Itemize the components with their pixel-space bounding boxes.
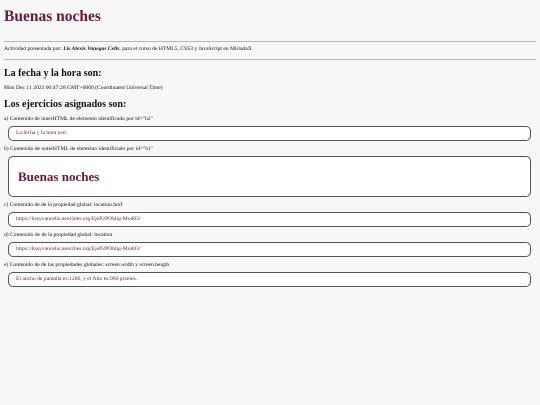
exercise-e-answer-box (8, 272, 531, 287)
exercise-a-answer: La fecha y la hora son: (16, 130, 68, 136)
date-value: Mon Dec 11 2023 00:47:28 GMT+0000 (Coordinated Universal Time) (4, 85, 163, 91)
credit-author: Lis Alexis Vanegas Cells (63, 46, 120, 52)
exercise-a-answer-box (8, 126, 531, 141)
exercise-d-answer: https://lissyvancelis.neocities.org/EjeP2POblig-Mod03/ (16, 246, 141, 252)
bottom-divider (4, 59, 536, 60)
exercise-d-question: d) Contenido de de la propiedad global: location (4, 232, 113, 238)
exercise-e-answer: El ancho de pantalla es:1280, y el Alto es:960 pixeles. (16, 276, 138, 282)
exercise-d-answer-box (8, 242, 531, 257)
exercise-c-answer-box (8, 212, 531, 227)
exercise-e-question: e) Contenido de de las propiedades globales: screen.width y screen.heigth (4, 262, 170, 268)
date-heading: La fecha y la hora son: (4, 68, 102, 79)
exercises-heading: Los ejercicios asignados son: (4, 99, 127, 110)
credit-suffix: , para el curso de HTML5, CSS3 y JavaScript en MiriadaX (119, 46, 252, 52)
exercise-c-question: c) Contenido de de la propiedad global: location.href (4, 202, 123, 208)
exercise-a-question: a) Contenido de innerHTML de elemento identificado por id="h2" (4, 116, 153, 122)
credit-prefix: Actividad presentada por: (4, 46, 62, 52)
exercise-b-question: b) Contenido de outerHTML de elemento identificado por id="h1" (4, 146, 154, 152)
exercise-b-answer-box (8, 156, 531, 197)
top-divider (4, 41, 536, 42)
exercise-c-answer: https://lissyvancelis.neocities.org/EjeP2POblig-Mod03/ (16, 216, 141, 222)
page-title: Buenas noches (4, 8, 101, 25)
exercise-b-answer: Buenas noches (18, 169, 100, 184)
credit-line (4, 45, 536, 53)
